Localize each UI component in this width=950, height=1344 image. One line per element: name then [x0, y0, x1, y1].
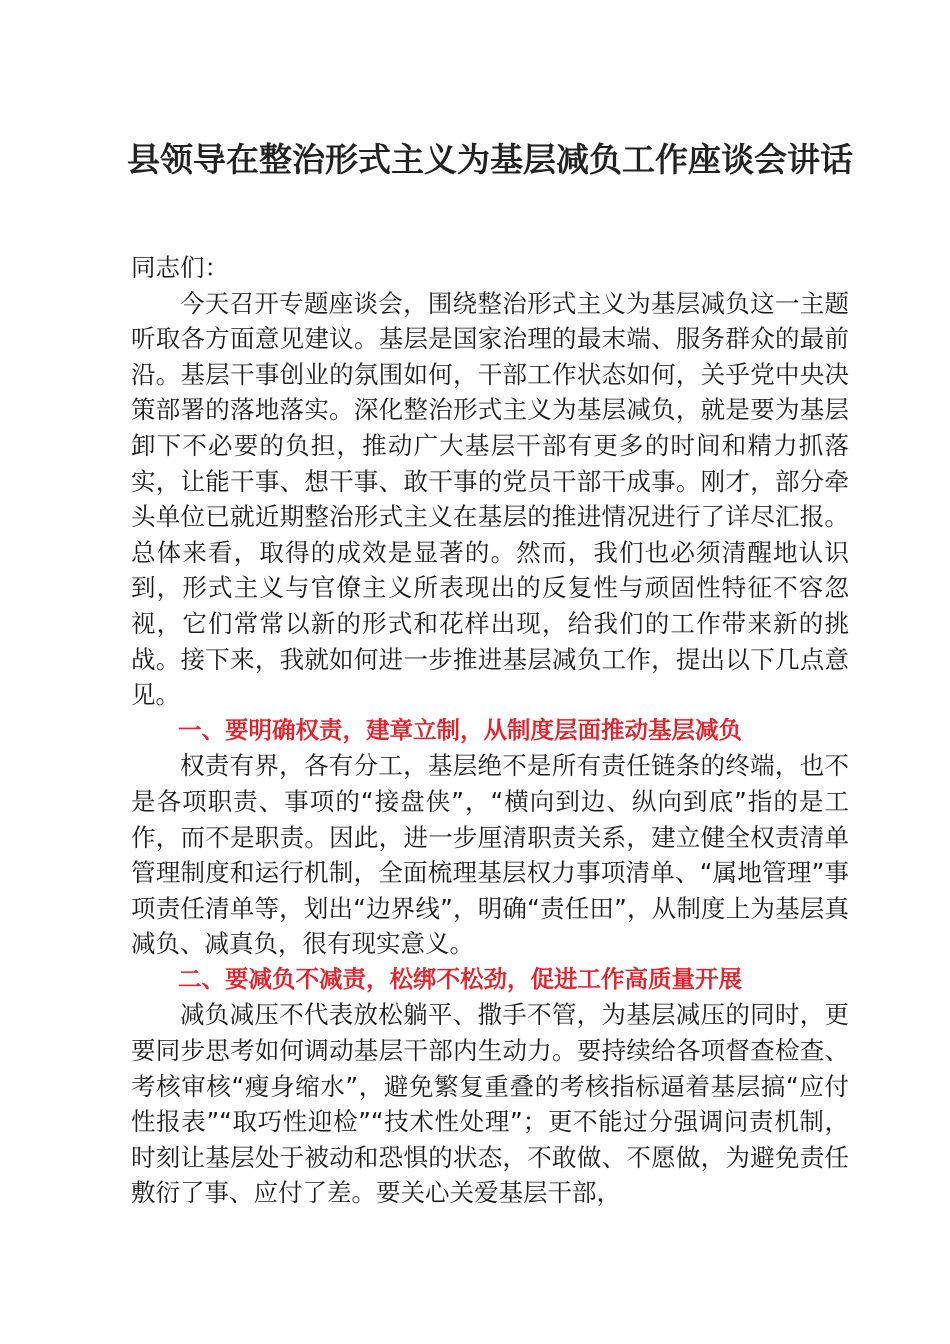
section-heading-1: 一、要明确权责，建章立制，从制度层面推动基层减负	[178, 715, 742, 744]
document-body	[131, 250, 849, 1211]
paragraph-section-2: 减负减压不代表放松躺平、撒手不管，为基层减压的同时，更要同步思考如何调动基层干部内生动力。要持续给各项督查检查、考核审核“瘦身缩水”，避免繁复重叠的考核指标逼着基层搞“应付性报表”“取巧性迎检”“技术性处理”；更不能过分强调问责机制，时刻让基层处于被动和恐惧的状态，不敢做、不愿做，为避免责任敷衍了事、应付了差。要关心关爱基层干部，	[131, 1000, 849, 1208]
paragraph-section-1: 权责有界，各有分工，基层绝不是所有责任链条的终端，也不是各项职责、事项的“接盘侠”，“横向到边、纵向到底”指的是工作，而不是职责。因此，进一步厘清职责关系，建立健全权责清单管理制度和运行机制，全面梳理基层权力事项清单、“属地管理”事项责任清单等，划出“边界线”，明确“责任田”，从制度上为基层真减负、减真负，很有现实意义。	[131, 751, 849, 959]
paragraph-intro: 今天召开专题座谈会，围绕整治形式主义为基层减负这一主题听取各方面意见建议。基层是国家治理的最末端、服务群众的最前沿。基层干事创业的氛围如何，干部工作状态如何，关乎党中央决策部署的落地落实。深化整治形式主义为基层减负，就是要为基层卸下不必要的负担，推动广大基层干部有更多的时间和精力抓落实，让能干事、想干事、敢干事的党员干部干成事。刚才，部分牵头单位已就近期整治形式主义在基层的推进情况进行了详尽汇报。总体来看，取得的成效是显著的。然而，我们也必须清醒地认识到，形式主义与官僚主义所表现出的反复性与顽固性特征不容忽视，它们常常以新的形式和花样出现，给我们的工作带来新的挑战。接下来，我就如何进一步推进基层减负工作，提出以下几点意见。	[131, 288, 849, 710]
salutation: 同志们：	[131, 253, 229, 282]
section-heading-2: 二、要减负不减责，松绑不松劲，促进工作高质量开展	[178, 964, 742, 993]
document-title: 县领导在整治形式主义为基层减负工作座谈会讲话	[127, 140, 853, 179]
